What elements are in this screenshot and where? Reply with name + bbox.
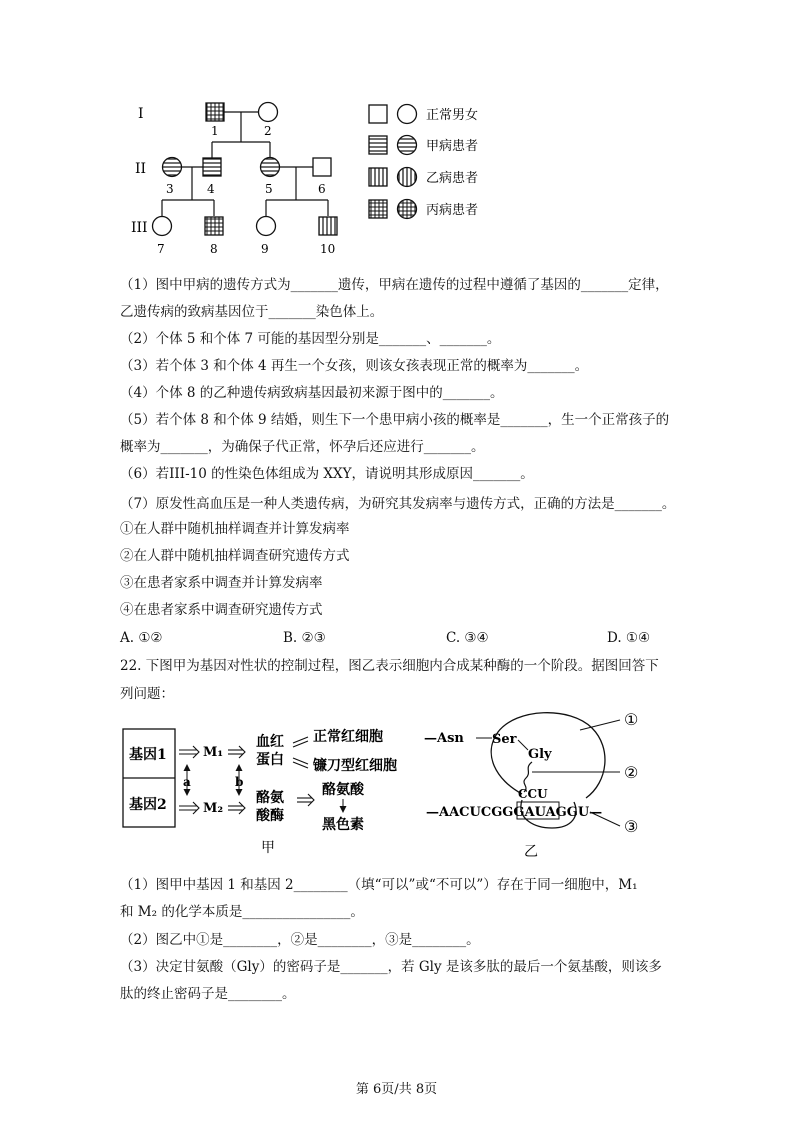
q22-line-3: （2）图乙中①是________，②是________，③是________。 <box>120 932 480 948</box>
q21-line-7: 概率为_______，为确保子代正常，怀孕后还应进行_______。 <box>120 439 485 455</box>
pedigree-legend <box>369 105 478 219</box>
option-b: B. ②③ <box>283 630 326 646</box>
legend-both: 丙病患者 <box>426 203 479 218</box>
gen-label-2: II <box>135 161 147 177</box>
q21-line-3: （2）个体 5 和个体 7 可能的基因型分别是_______、_______。 <box>120 331 501 347</box>
option-d: D. ①④ <box>607 630 651 646</box>
caption-yi: 乙 <box>524 844 538 860</box>
label-b: b <box>235 775 244 789</box>
mrna-label: —AACUCGGGAUAGGU— <box>426 805 603 820</box>
asn-label: —Asn <box>424 731 464 746</box>
option-c: C. ③④ <box>446 630 489 646</box>
q21-choice-4: ④在患者家系中调查研究遗传方式 <box>120 602 323 618</box>
gene1-label: 基因1 <box>129 747 167 763</box>
page-footer: 第 6页/共 8页 <box>355 1082 438 1097</box>
hemoglobin-label-1: 血红 <box>256 734 284 750</box>
legend-jia: 甲病患者 <box>426 139 479 154</box>
individual-7 <box>153 217 172 236</box>
q21-line-4: （3）若个体 3 和个体 4 再生一个女孩，则该女孩表现正常的概率为_______。 <box>120 358 589 374</box>
anticodon-label: CCU <box>518 787 548 801</box>
q22-line-1: （1）图甲中基因 1 和基因 2________（填“可以”或“不可以”）存在于同一细胞中，M₁ <box>120 877 638 893</box>
id-10: 10 <box>320 242 336 256</box>
sickle-rbc-label: 镰刀型红细胞 <box>313 758 397 774</box>
melanin-label: 黑色素 <box>322 817 364 833</box>
individual-9 <box>257 217 276 236</box>
caption-jia: 甲 <box>261 840 275 856</box>
id-4: 4 <box>207 182 215 196</box>
ser-label: Ser <box>492 732 517 747</box>
q21-line-5: （4）个体 8 的乙种遗传病致病基因最初来源于图中的_______。 <box>120 385 504 401</box>
id-7: 7 <box>157 242 165 256</box>
m2-label: M₂ <box>203 801 224 816</box>
mark-1: ① <box>624 710 639 729</box>
tyrosinase-label-2: 酸酶 <box>256 808 284 824</box>
normal-rbc-label: 正常红细胞 <box>313 729 383 745</box>
id-5: 5 <box>265 182 273 196</box>
individual-4 <box>203 158 221 176</box>
individual-6 <box>313 158 331 176</box>
individual-8 <box>205 217 223 235</box>
mark-3: ③ <box>624 817 639 836</box>
id-3: 3 <box>166 182 174 196</box>
legend-yi: 乙病患者 <box>426 171 479 186</box>
q21-line-6: （5）若个体 8 和个体 9 结婚，则生下一个患甲病小孩的概率是_______，生一个正常孩子的 <box>120 412 670 428</box>
mark-2: ② <box>624 763 639 782</box>
id-8: 8 <box>210 242 218 256</box>
individual-10 <box>319 217 337 235</box>
gly-label: Gly <box>528 747 552 762</box>
q21-choice-2: ②在人群中随机抽样调查研究遗传方式 <box>120 548 350 564</box>
q21-line-8: （6）若III-10 的性染色体组成为 XXY，请说明其形成原因_______。 <box>120 466 534 482</box>
pedigree-figure <box>110 90 500 260</box>
tyrosinase-label-1: 酪氨 <box>256 790 284 806</box>
q21-line-2: 乙遗传病的致病基因位于_______染色体上。 <box>120 304 384 320</box>
q22-line-5: 肽的终止密码子是________。 <box>120 986 296 1002</box>
hemoglobin-label-2: 蛋白 <box>256 752 284 768</box>
m1-label: M₁ <box>203 745 224 760</box>
id-1: 1 <box>211 124 219 138</box>
q21-line-1: （1）图中甲病的遗传方式为_______遗传，甲病在遗传的过程中遵循了基因的_______定律， <box>120 277 669 293</box>
tyrosine-label: 酪氨酸 <box>322 782 364 798</box>
individual-3 <box>163 158 182 177</box>
individual-2 <box>259 103 278 122</box>
label-a: a <box>183 775 191 789</box>
q21-choice-1: ①在人群中随机抽样调查并计算发病率 <box>120 521 350 537</box>
legend-normal: 正常男女 <box>426 108 479 123</box>
id-6: 6 <box>318 182 326 196</box>
id-9: 9 <box>261 242 269 256</box>
q22-stem-2: 列问题： <box>120 686 174 702</box>
figure-jia <box>115 715 415 865</box>
gen-label-1: I <box>138 106 144 122</box>
q22-stem-1: 22. 下图甲为基因对性状的控制过程，图乙表示细胞内合成某种酶的一个阶段。据图回答下 <box>120 658 659 674</box>
gen-label-3: III <box>131 220 148 236</box>
figure-yi <box>420 702 680 867</box>
q22-line-2: 和 M₂ 的化学本质是________________。 <box>120 904 364 920</box>
option-a: A. ①② <box>120 630 163 646</box>
individual-1 <box>206 103 224 121</box>
id-2: 2 <box>264 124 272 138</box>
q21-choice-3: ③在患者家系中调查并计算发病率 <box>120 575 323 591</box>
individual-5 <box>261 158 280 177</box>
q22-line-4: （3）决定甘氨酸（Gly）的密码子是_______，若 Gly 是该多肽的最后一个氨基酸，则该多 <box>120 959 662 975</box>
q21-line-9: （7）原发性高血压是一种人类遗传病，为研究其发病率与遗传方式，正确的方法是_______。 <box>120 496 676 512</box>
gene2-label: 基因2 <box>129 797 167 813</box>
